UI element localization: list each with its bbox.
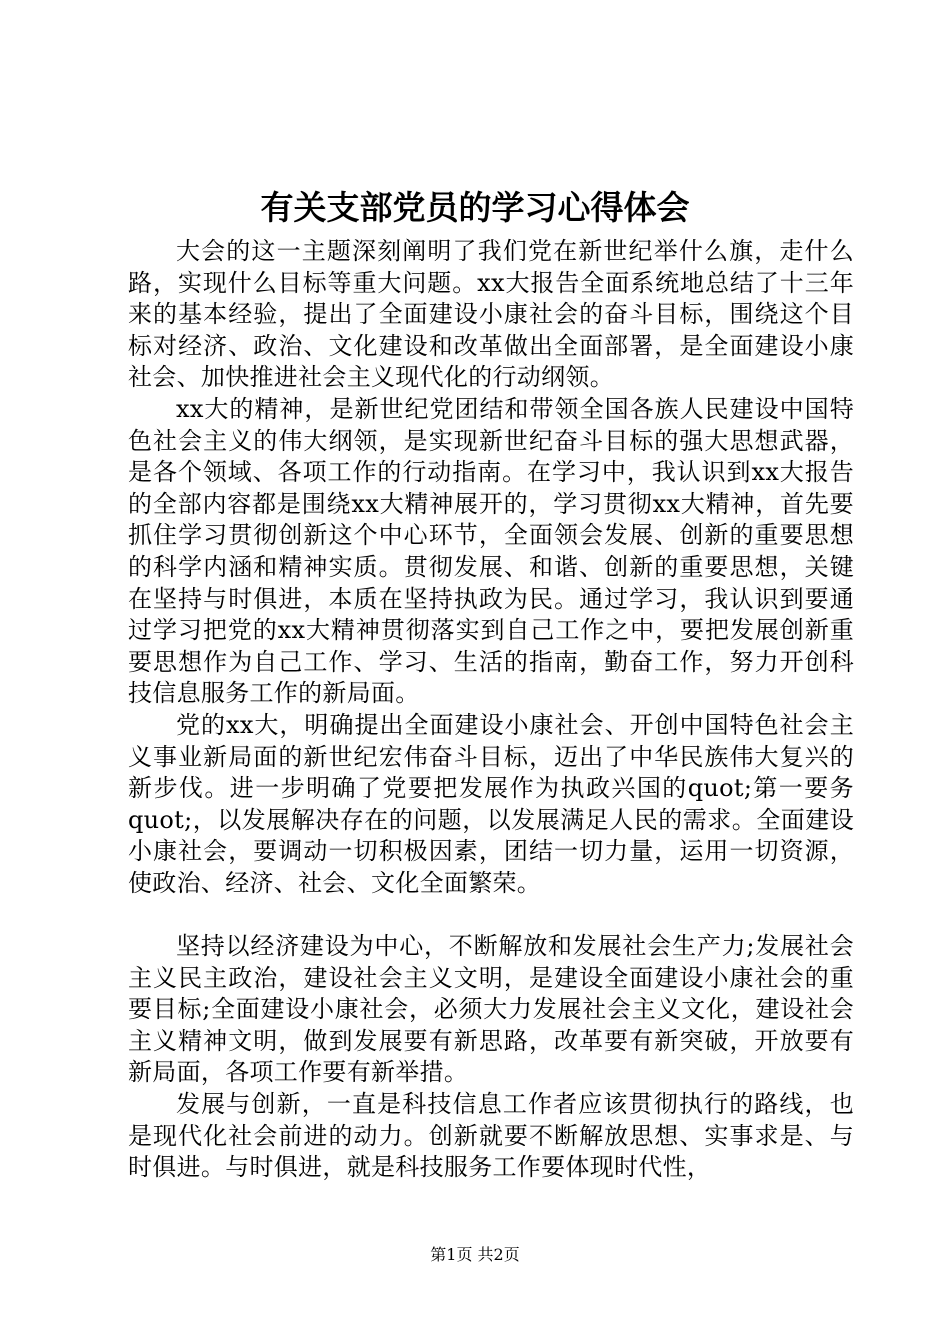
paragraph-4: 坚持以经济建设为中心，不断解放和发展社会生产力;发展社会主义民主政治，建设社会主义文明，是建设全面建设小康社会的重要目标;全面建设小康社会，必须大力发展社会主义文化，建设社会主义精神文明，做到发展要有新思路，改革要有新突破，开放要有新局面，各项工作要有新举措。 (128, 932, 854, 1087)
paragraph-1: 大会的这一主题深刻阐明了我们党在新世纪举什么旗，走什么路，实现什么目标等重大问题。xx大报告全面系统地总结了十三年来的基本经验，提出了全面建设小康社会的奋斗目标，围绕这个目标对经济、政治、文化建设和改革做出全面部署，是全面建设小康社会、加快推进社会主义现代化的行动纲领。 (128, 237, 854, 392)
paragraph-3: 党的xx大，明确提出全面建设小康社会、开创中国特色社会主义事业新局面的新世纪宏伟奋斗目标，迈出了中华民族伟大复兴的新步伐。进一步明确了党要把发展作为执政兴国的quot;第一要务quot;，以发展解决存在的问题，以发展满足人民的需求。全面建设小康社会，要调动一切积极因素，团结一切力量，运用一切资源，使政治、经济、社会、文化全面繁荣。 (128, 710, 854, 897)
document-body (128, 236, 854, 1184)
paragraph-5: 发展与创新，一直是科技信息工作者应该贯彻执行的路线，也是现代化社会前进的动力。创新就要不断解放思想、实事求是、与时俱进。与时俱进，就是科技服务工作要体现时代性， (128, 1090, 854, 1182)
document-title: 有关支部党员的学习心得体会 (260, 188, 690, 227)
paragraph-2: xx大的精神，是新世纪党团结和带领全国各族人民建设中国特色社会主义的伟大纲领，是实现新世纪奋斗目标的强大思想武器，是各个领域、各项工作的行动指南。在学习中，我认识到xx大报告的全部内容都是围绕xx大精神展开的，学习贯彻xx大精神，首先要抓住学习贯彻创新这个中心环节，全面领会发展、创新的重要思想的科学内涵和精神实质。贯彻发展、和谐、创新的重要思想，关键在坚持与时俱进，本质在坚持执政为民。通过学习，我认识到要通过学习把党的xx大精神贯彻落实到自己工作之中，要把发展创新重要思想作为自己工作、学习、生活的指南，勤奋工作，努力开创科技信息服务工作的新局面。 (128, 394, 854, 708)
page-footer: 第1页 共2页 (430, 1245, 520, 1264)
